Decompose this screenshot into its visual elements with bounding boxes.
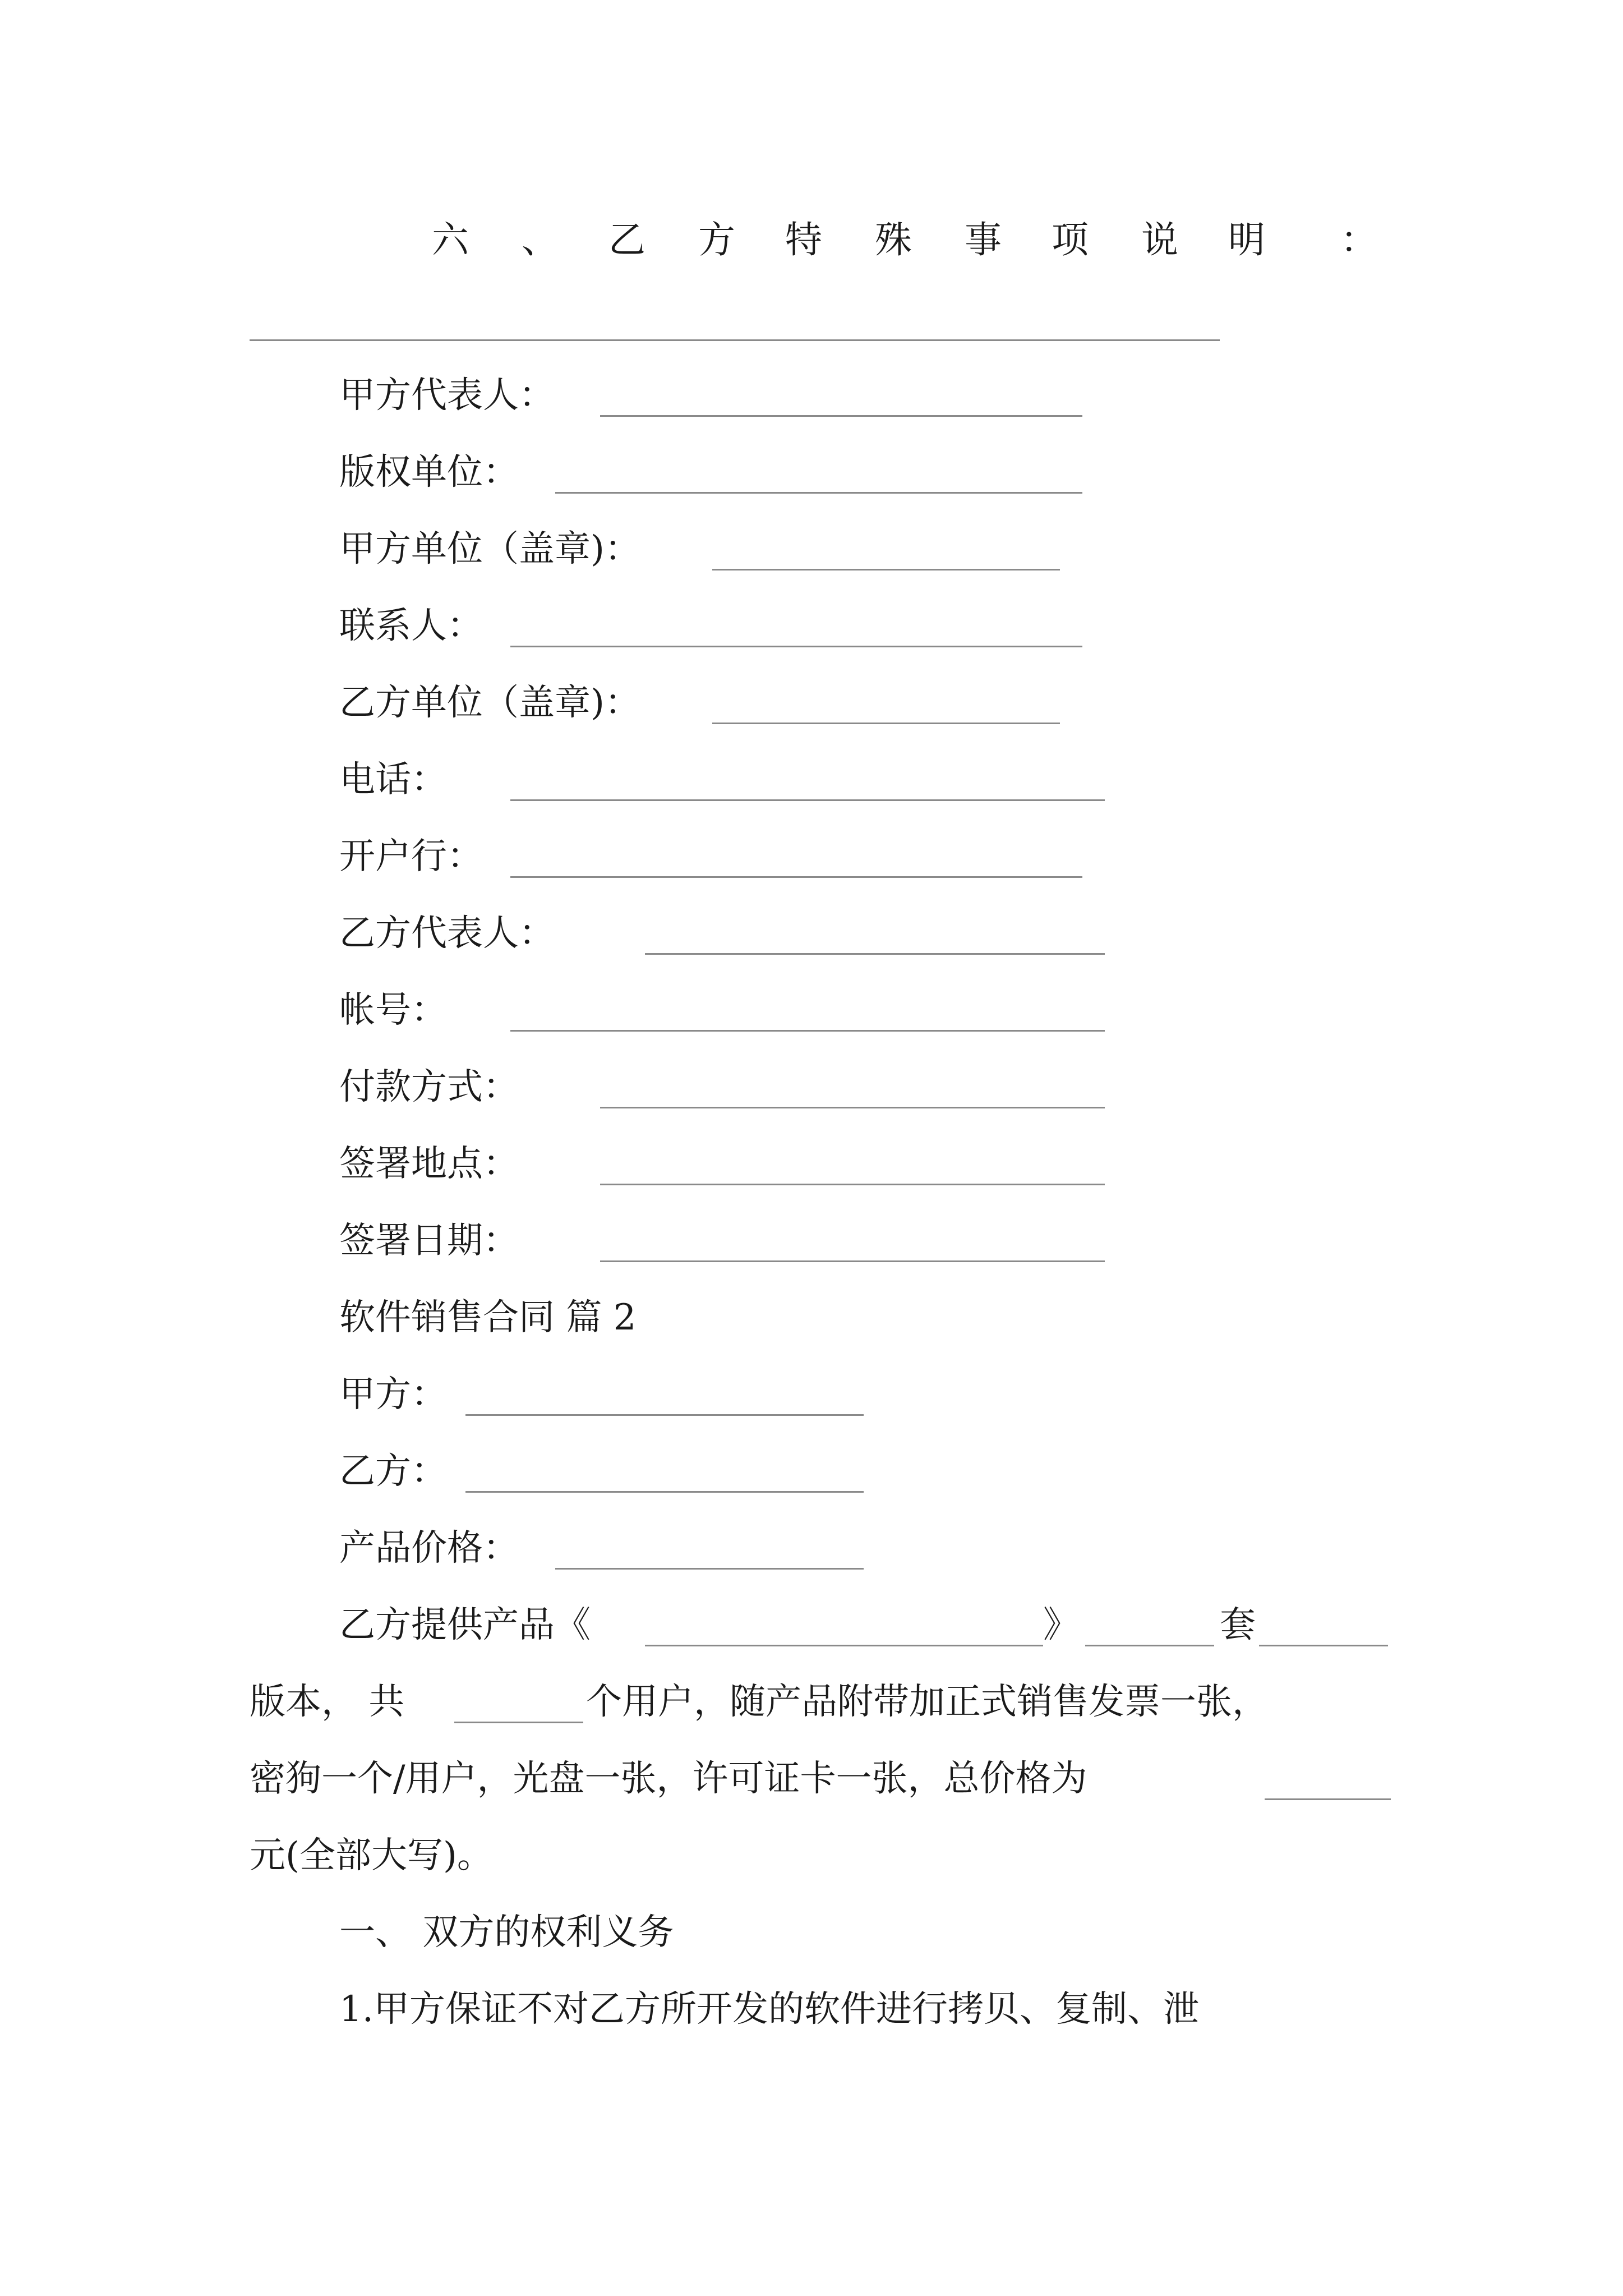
field-blank-phone <box>510 799 1105 801</box>
product-name-blank <box>645 1645 1043 1646</box>
para-line4: 元(全部大写)。 <box>250 1835 493 1876</box>
section-one-heading: 一、 双方的权利义务 <box>339 1912 674 1953</box>
heading-char: 说 <box>1141 218 1178 261</box>
para-line1-close: 》 <box>1043 1604 1079 1646</box>
party-b-blank <box>465 1491 864 1493</box>
heading-char: 事 <box>965 218 1002 261</box>
field-blank-party-b-rep <box>645 953 1105 955</box>
contract-title: 软件销售合同 篇 2 <box>339 1297 637 1338</box>
field-blank-party-b-unit <box>712 723 1060 724</box>
field-blank-account <box>510 1030 1105 1032</box>
field-label-payment-method: 付款方式： <box>339 1066 519 1108</box>
field-blank-sign-date <box>600 1260 1105 1262</box>
field-label-bank: 开户行： <box>339 836 483 877</box>
party-a-label: 甲方： <box>339 1374 447 1415</box>
heading-char: 明 <box>1228 218 1265 261</box>
field-label-contact: 联系人： <box>339 605 483 647</box>
field-label-copyright-unit: 版权单位： <box>339 452 519 493</box>
field-label-party-b-unit: 乙方单位（盖章)： <box>339 682 640 724</box>
heading-char: 方 <box>698 218 735 261</box>
field-label-account: 帐号： <box>339 990 447 1031</box>
total-price-blank <box>1265 1798 1391 1800</box>
field-blank-bank <box>510 876 1082 878</box>
section-six-blank-line <box>250 339 1220 341</box>
field-blank-payment-method <box>600 1107 1105 1108</box>
field-label-sign-place: 签署地点： <box>339 1143 519 1185</box>
field-label-sign-date: 签署日期： <box>339 1220 519 1262</box>
field-label-phone: 电话： <box>339 759 447 800</box>
para-line2-start: 版本， 共 <box>250 1681 405 1723</box>
heading-char: ： <box>1340 218 1377 261</box>
price-label: 产品价格： <box>339 1527 519 1569</box>
field-blank-sign-place <box>600 1184 1105 1185</box>
para-line1-start: 乙方提供产品《 <box>339 1604 591 1646</box>
party-b-label: 乙方： <box>339 1451 447 1492</box>
heading-char: 殊 <box>875 218 912 261</box>
para-line1-set: 套 <box>1220 1604 1256 1646</box>
heading-char: 项 <box>1052 218 1089 261</box>
heading-char: 特 <box>785 218 822 261</box>
field-label-party-b-rep: 乙方代表人： <box>339 913 555 954</box>
heading-char: 乙 <box>608 218 645 261</box>
users-blank <box>454 1722 583 1723</box>
heading-char: 、 <box>522 218 559 261</box>
field-label-party-a-rep: 甲方代表人： <box>339 375 555 416</box>
field-label-party-a-unit: 甲方单位（盖章)： <box>339 528 640 570</box>
para-line2-rest: 个用户，随产品附带加正式销售发票一张， <box>586 1681 1268 1723</box>
field-blank-contact <box>510 646 1082 647</box>
para-line3: 密狗一个/用户，光盘一张，许可证卡一张，总价格为 <box>250 1758 1087 1800</box>
field-blank-copyright-unit <box>555 492 1082 494</box>
field-blank-party-a-unit <box>712 569 1060 570</box>
field-blank-party-a-rep <box>600 415 1082 417</box>
price-blank <box>555 1568 864 1570</box>
quantity-blank <box>1085 1645 1214 1646</box>
party-a-blank <box>465 1414 864 1416</box>
version-blank <box>1259 1645 1388 1646</box>
clause-1: 1.甲方保证不对乙方所开发的软件进行拷贝、复制、泄 <box>339 1989 1200 2030</box>
heading-char: 六 <box>432 218 469 261</box>
